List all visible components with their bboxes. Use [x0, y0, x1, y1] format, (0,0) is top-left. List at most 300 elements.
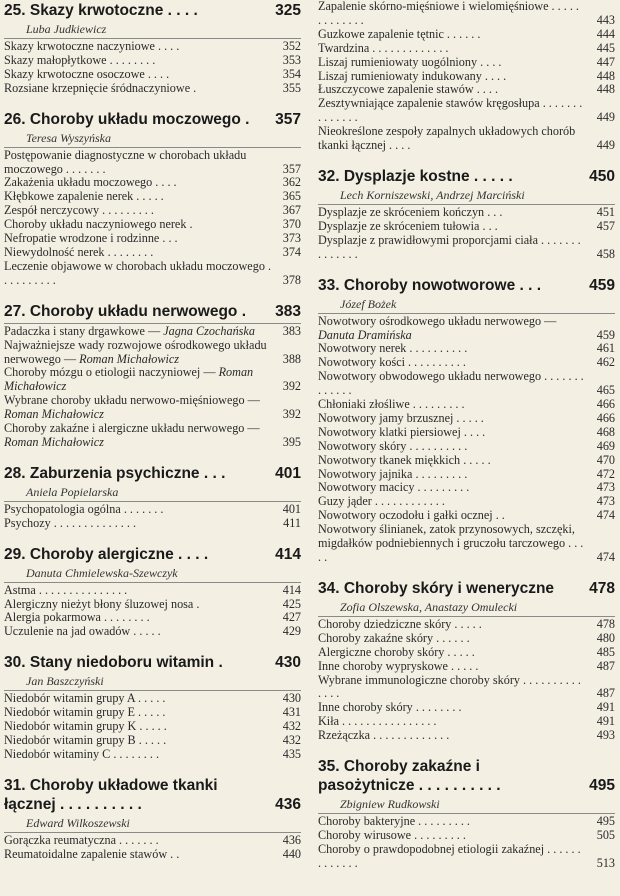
chapter-page-number: 495	[589, 777, 615, 795]
entry-page-number: 505	[596, 827, 615, 842]
toc-entry[interactable]	[4, 834, 301, 848]
toc-entry[interactable]	[318, 829, 615, 843]
entry-text: Zapalenie skórno-mięśniowe i wielomięśniowe . . . . . . . . . . . . .	[318, 0, 579, 27]
chapter-heading[interactable]	[318, 167, 615, 186]
toc-entry[interactable]	[4, 68, 301, 82]
entry-title	[4, 517, 275, 531]
toc-entry[interactable]	[318, 42, 615, 56]
toc-entry[interactable]	[4, 246, 301, 260]
entry-title	[318, 234, 589, 262]
entry-title	[318, 509, 589, 523]
entry-title	[4, 82, 275, 96]
entry-page-number: 466	[596, 410, 615, 425]
chapter-page-number: 357	[275, 110, 301, 128]
entry-text: Alergia pokarmowa . . . . . . . .	[4, 610, 150, 625]
entry-title	[318, 618, 589, 632]
entry-title	[318, 829, 589, 843]
entry-text: Skazy krwotoczne naczyniowe . . . .	[4, 39, 180, 53]
entry-title	[318, 674, 589, 702]
entry-text: Choroby mózgu o etiologii naczyniowej —	[4, 365, 219, 380]
toc-entry[interactable]	[4, 734, 301, 748]
entry-page-number: 354	[282, 66, 301, 81]
chapter-page-number: 401	[275, 464, 301, 482]
entry-title	[4, 190, 275, 204]
entry-title	[318, 715, 589, 729]
toc-entry[interactable]	[318, 701, 615, 715]
entry-page-number: 353	[282, 52, 301, 67]
entry-title	[4, 720, 275, 734]
chapter-heading[interactable]	[4, 1, 301, 20]
entry-text: Choroby o prawdopodobnej etiologii zakaźnej . . . . . . . . . . . . .	[318, 841, 581, 870]
chapter-heading[interactable]	[318, 276, 615, 295]
chapter-block	[318, 276, 615, 565]
entry-page-number: 478	[596, 616, 615, 631]
chapter-block	[4, 302, 301, 450]
entry-title	[4, 260, 275, 288]
entry-text: Nowotwory ośrodkowego układu nerwowego —	[318, 313, 557, 328]
chapter-title: 34. Choroby skóry i weneryczne	[318, 579, 555, 597]
entry-page-number: 432	[282, 719, 301, 734]
entry-title	[318, 28, 589, 42]
toc-entry[interactable]	[318, 398, 615, 412]
entry-title	[318, 356, 589, 370]
entry-text: Nowotwory skóry . . . . . . . . . .	[318, 438, 468, 453]
entry-author: Roman Michałowicz	[4, 434, 104, 449]
toc-entry[interactable]	[4, 204, 301, 218]
toc-entry[interactable]	[318, 97, 615, 125]
entry-text: Wybrane choroby układu nerwowo-mięśniowego —	[4, 393, 260, 408]
chapter-page-number: 459	[589, 276, 615, 294]
entry-title	[318, 412, 589, 426]
chapter-authors: Danuta Chmielewska-Szewczyk	[26, 565, 178, 580]
entry-page-number: 425	[282, 596, 301, 611]
toc-entry[interactable]	[318, 509, 615, 523]
entry-text: Padaczka i stany drgawkowe —	[4, 323, 164, 338]
continued-entries	[318, 0, 615, 153]
entry-title	[318, 660, 589, 674]
toc-entry[interactable]	[4, 503, 301, 517]
entry-title	[4, 706, 275, 720]
entry-text: Choroby zakaźne i alergiczne układu nerwowego —	[4, 421, 260, 436]
entry-page-number: 392	[282, 407, 301, 422]
entry-text: Nefropatie wrodzone i rodzinne . . .	[4, 231, 178, 246]
entry-title	[4, 611, 275, 625]
chapter-heading[interactable]	[4, 653, 301, 672]
entry-text: Nowotwory kości . . . . . . . . . .	[318, 355, 466, 370]
chapter-page-number: 325	[275, 2, 301, 19]
entry-text: Skazy krwotoczne osoczowe . . . .	[4, 66, 170, 81]
entry-text: Nowotwory jamy brzusznej . . . . .	[318, 410, 484, 425]
chapter-heading[interactable]	[318, 757, 615, 795]
entry-text: Nowotwory jajnika . . . . . . . . .	[318, 466, 468, 481]
chapter-authors: Jan Baszczyński	[26, 674, 104, 689]
entry-page-number: 473	[596, 494, 615, 509]
entry-title	[4, 149, 275, 177]
chapter-heading[interactable]	[4, 545, 301, 564]
toc-entry[interactable]	[318, 481, 615, 495]
chapter-title: 27. Choroby układu nerwowego .	[4, 302, 247, 320]
entry-page-number: 487	[596, 658, 615, 673]
toc-entry[interactable]	[318, 412, 615, 426]
entry-text: Alergiczny nieżyt błony śluzowej nosa .	[4, 596, 200, 611]
toc-entry[interactable]	[4, 584, 301, 598]
entry-title	[4, 748, 275, 762]
entry-text: Nowotwory tkanek miękkich . . . . .	[318, 452, 491, 467]
chapter-heading[interactable]	[4, 464, 301, 483]
entry-text: Dysplazje ze skróceniem tułowia . . .	[318, 218, 498, 233]
entry-page-number: 491	[596, 700, 615, 715]
entry-text: Inne choroby wypryskowe . . . . .	[318, 658, 479, 673]
entry-page-number: 444	[596, 26, 615, 41]
entry-text: Łuszczycowe zapalenie stawów . . . .	[318, 82, 499, 97]
toc-entry[interactable]	[318, 674, 615, 702]
entry-page-number: 435	[282, 746, 301, 761]
entry-text: Uczulenie na jad owadów . . . . .	[4, 624, 161, 639]
entry-title	[318, 220, 589, 234]
entry-title	[4, 422, 275, 450]
entry-page-number: 466	[596, 397, 615, 412]
chapter-title: 33. Choroby nowotworowe . . .	[318, 276, 542, 294]
toc-entry[interactable]	[4, 40, 301, 54]
toc-entry[interactable]	[4, 394, 301, 422]
entry-title	[4, 246, 275, 260]
toc-entry[interactable]	[4, 190, 301, 204]
toc-entry[interactable]	[4, 325, 301, 339]
entry-page-number: 469	[596, 438, 615, 453]
entry-author: Roman Michałowicz	[4, 365, 254, 394]
chapter-authors: Teresa Wyszyńska	[26, 130, 112, 145]
entry-text: Rzeżączka . . . . . . . . . . . . .	[318, 728, 450, 743]
entry-title	[318, 701, 589, 715]
chapter-block	[4, 464, 301, 531]
entry-text: Guzy jąder . . . . . . . . . . . .	[318, 494, 445, 509]
entry-page-number: 487	[596, 686, 615, 701]
chapter-authors: Aniela Popielarska	[26, 484, 119, 499]
toc-entry[interactable]	[318, 220, 615, 234]
chapter-page-number: 414	[275, 545, 301, 563]
toc-column-left	[4, 0, 301, 862]
toc-entry[interactable]	[318, 523, 615, 565]
toc-entry[interactable]	[318, 315, 615, 343]
chapter-heading[interactable]	[318, 579, 615, 598]
entry-page-number: 458	[596, 246, 615, 261]
entry-title	[318, 206, 589, 220]
toc-entry[interactable]	[4, 720, 301, 734]
entry-title	[318, 315, 589, 343]
entry-text: Zesztywniające zapalenie stawów kręgosłupa . . . . . . . . . . . . . .	[318, 96, 583, 125]
entry-title	[4, 692, 275, 706]
entry-title	[318, 342, 589, 356]
entry-title	[318, 454, 589, 468]
chapter-authors: Zbigniew Rudkowski	[340, 797, 440, 812]
entry-text: Nieokreślone zespoły zapalnych układowych chorób tkanki łącznej . . . .	[318, 124, 576, 153]
toc-entry[interactable]	[4, 706, 301, 720]
chapter-block	[318, 579, 615, 743]
entry-title	[4, 218, 275, 232]
entry-page-number: 513	[596, 855, 615, 870]
entry-title	[318, 440, 589, 454]
entry-title	[4, 176, 275, 190]
entry-text: Guzkowe zapalenie tętnic . . . . . .	[318, 26, 481, 41]
toc-entry[interactable]	[4, 218, 301, 232]
entry-text: Kłębkowe zapalenie nerek . . . . .	[4, 189, 164, 204]
chapter-heading[interactable]	[4, 110, 301, 129]
entry-page-number: 414	[282, 582, 301, 597]
entry-title	[318, 481, 589, 495]
toc-entry[interactable]	[4, 422, 301, 450]
entry-text: Liszaj rumieniowaty uogólniony . . . .	[318, 54, 502, 69]
entry-text: Choroby układu naczyniowego nerek .	[4, 217, 193, 232]
entry-title	[4, 848, 275, 862]
entry-page-number: 462	[596, 355, 615, 370]
chapter-block	[318, 757, 615, 871]
toc-entry[interactable]	[318, 28, 615, 42]
entry-page-number: 474	[596, 508, 615, 523]
entry-page-number: 447	[596, 54, 615, 69]
toc-entry[interactable]	[4, 232, 301, 246]
entry-page-number: 432	[282, 733, 301, 747]
toc-entry[interactable]	[318, 370, 615, 398]
entry-page-number: 448	[596, 82, 615, 97]
chapter-block	[4, 653, 301, 762]
entry-page-number: 472	[596, 466, 615, 481]
toc-entry[interactable]	[318, 70, 615, 84]
entry-page-number: 470	[596, 452, 615, 467]
entry-text: Astma . . . . . . . . . . . . . . .	[4, 582, 128, 597]
entry-text: Alergiczne choroby skóry . . . . .	[318, 644, 475, 659]
entry-title	[318, 646, 589, 660]
entry-page-number: 362	[282, 175, 301, 190]
entry-text: Najważniejsze wady rozwojowe ośrodkowego układu nerwowego —	[4, 337, 267, 366]
entry-page-number: 378	[282, 272, 301, 287]
chapter-heading[interactable]	[4, 776, 301, 814]
toc-entry[interactable]	[4, 366, 301, 394]
entry-title	[318, 56, 589, 70]
entry-title	[318, 42, 589, 56]
entry-text: Dysplazje z prawidłowymi proporcjami ciała . . . . . . . . . . . . . .	[318, 232, 581, 261]
entry-text: Wybrane immunologiczne choroby skóry . . . . . . . . . . . . . .	[318, 672, 581, 701]
entry-title	[318, 83, 589, 97]
toc-entry[interactable]	[318, 646, 615, 660]
entry-page-number: 480	[596, 630, 615, 645]
entry-page-number: 388	[282, 351, 301, 366]
entry-text: Nowotwory obwodowego układu nerwowego . . . . . . . . . . . . .	[318, 369, 584, 398]
toc-entry[interactable]	[318, 468, 615, 482]
entry-title	[318, 468, 589, 482]
toc-entry[interactable]	[318, 440, 615, 454]
toc-entry[interactable]	[318, 843, 615, 871]
toc-entry[interactable]	[318, 495, 615, 509]
toc-entry[interactable]	[318, 715, 615, 729]
chapter-authors: Lech Korniszewski, Andrzej Marciński	[340, 187, 525, 202]
entry-page-number: 401	[282, 501, 301, 516]
entry-page-number: 449	[596, 110, 615, 125]
toc-entry[interactable]	[4, 517, 301, 531]
entry-page-number: 436	[282, 832, 301, 847]
entry-page-number: 352	[282, 39, 301, 53]
entry-page-number: 474	[596, 550, 615, 564]
entry-text: Skazy małopłytkowe . . . . . . . .	[4, 52, 156, 67]
entry-text: Dysplazje ze skróceniem kończyn . . .	[318, 204, 503, 219]
entry-text: Nowotwory nerek . . . . . . . . . .	[318, 341, 468, 356]
entry-page-number: 451	[596, 204, 615, 219]
entry-title	[4, 325, 275, 339]
toc-entry[interactable]	[318, 125, 615, 153]
toc-entry[interactable]	[4, 692, 301, 706]
entry-page-number: 465	[596, 383, 615, 398]
entry-title	[4, 598, 275, 612]
chapter-page-number: 430	[275, 654, 301, 672]
chapter-authors: Luba Judkiewicz	[26, 22, 107, 36]
entry-text: Nowotwory macicy . . . . . . . . .	[318, 480, 470, 495]
toc-entry[interactable]	[4, 260, 301, 288]
toc-entry[interactable]	[4, 82, 301, 96]
entry-text: Choroby bakteryjne . . . . . . . . .	[318, 814, 470, 829]
toc-entry[interactable]	[318, 632, 615, 646]
entry-title	[4, 394, 275, 422]
entry-title	[4, 40, 275, 54]
entry-title	[4, 54, 275, 68]
chapter-page-number: 436	[275, 795, 301, 813]
entry-title	[4, 734, 275, 748]
entry-title	[4, 625, 275, 639]
entry-page-number: 355	[282, 80, 301, 95]
entry-page-number: 468	[596, 424, 615, 439]
entry-text: Psychozy . . . . . . . . . . . . . .	[4, 515, 137, 530]
entry-text: Postępowanie diagnostyczne w chorobach układu moczowego . . . . . . .	[4, 147, 247, 176]
chapter-title: 31. Choroby układowe tkanki łącznej . . . . . . . . . .	[4, 776, 218, 813]
entry-author: Jagna Czochańska	[163, 323, 255, 338]
chapter-title: 30. Stany niedoboru witamin .	[4, 654, 223, 672]
chapter-block	[318, 167, 615, 262]
entry-text: Psychopatologia ogólna . . . . . . .	[4, 501, 164, 516]
toc-entry[interactable]	[4, 611, 301, 625]
entry-title	[4, 834, 275, 848]
entry-page-number: 430	[282, 691, 301, 706]
toc-entry[interactable]	[318, 234, 615, 262]
chapter-page-number: 450	[589, 167, 615, 185]
entry-title	[318, 0, 589, 28]
toc-entry[interactable]	[4, 176, 301, 190]
entry-page-number: 461	[596, 341, 615, 356]
entry-page-number: 457	[596, 218, 615, 233]
toc-entry[interactable]	[4, 625, 301, 639]
entry-text: Leczenie objawowe w chorobach układu moczowego . . . . . . . . . .	[4, 258, 272, 287]
toc-entry[interactable]	[318, 454, 615, 468]
chapter-block	[4, 776, 301, 862]
entry-text: Choroby wirusowe . . . . . . . . .	[318, 827, 466, 842]
entry-text: Choroby dziedziczne skóry . . . . .	[318, 616, 482, 631]
toc-entry[interactable]	[318, 83, 615, 97]
entry-author: Roman Michałowicz	[79, 351, 179, 366]
toc-entry[interactable]	[318, 206, 615, 220]
entry-text: Choroby zakaźne skóry . . . . . .	[318, 630, 470, 645]
entry-page-number: 431	[282, 705, 301, 720]
toc-entry[interactable]	[4, 54, 301, 68]
entry-title	[318, 815, 589, 829]
chapter-authors: Józef Bożek	[340, 296, 397, 311]
toc-entry[interactable]	[318, 618, 615, 632]
entry-text: Twardzina . . . . . . . . . . . . .	[318, 40, 449, 55]
toc-entry[interactable]	[4, 848, 301, 862]
toc-entry[interactable]	[4, 339, 301, 367]
entry-text: Niedobór witamin grupy A . . . . .	[4, 691, 166, 706]
entry-title	[318, 426, 589, 440]
entry-text: Niedobór witamin grupy K . . . . .	[4, 719, 167, 734]
entry-text: Rozsiane krzepnięcie śródnaczyniowe .	[4, 80, 197, 95]
entry-text: Nowotwory oczodołu i gałki ocznej . .	[318, 508, 505, 523]
entry-title	[318, 729, 589, 743]
entry-text: Niedobór witamin grupy B . . . . .	[4, 733, 167, 747]
chapter-title: 25. Skazy krwotoczne . . . .	[4, 2, 198, 19]
toc-entry[interactable]	[318, 660, 615, 674]
entry-page-number: 367	[282, 203, 301, 218]
toc-entry[interactable]	[318, 729, 615, 743]
chapter-heading[interactable]	[4, 302, 301, 321]
entry-page-number: 392	[282, 379, 301, 394]
chapter-page-number: 478	[589, 579, 615, 597]
entry-page-number: 395	[282, 434, 301, 449]
chapter-title: 32. Dysplazje kostne . . . . .	[318, 167, 513, 185]
entry-page-number: 429	[282, 624, 301, 639]
chapter-block	[4, 110, 301, 288]
chapter-authors: Edward Wilkoszewski	[26, 815, 130, 830]
toc-entry[interactable]	[318, 356, 615, 370]
entry-text: Niedobór witamin grupy E . . . . .	[4, 705, 166, 720]
chapter-block	[4, 1, 301, 96]
entry-title	[4, 503, 275, 517]
entry-text: Chłoniaki złośliwe . . . . . . . . .	[318, 397, 465, 412]
toc-entry[interactable]	[318, 56, 615, 70]
entry-page-number: 440	[282, 846, 301, 861]
toc-entry[interactable]	[4, 598, 301, 612]
entry-title	[4, 584, 275, 598]
entry-page-number: 365	[282, 189, 301, 204]
entry-text: Nowotwory klatki piersiowej . . . .	[318, 424, 486, 439]
toc-entry[interactable]	[318, 815, 615, 829]
toc-entry[interactable]	[318, 0, 615, 28]
entry-title	[4, 68, 275, 82]
entry-page-number: 427	[282, 610, 301, 625]
toc-entry[interactable]	[318, 426, 615, 440]
entry-author: Roman Michałowicz	[4, 407, 104, 422]
entry-title	[318, 97, 589, 125]
entry-title	[318, 70, 589, 84]
entry-page-number: 449	[596, 138, 615, 153]
entry-text: Liszaj rumieniowaty indukowany . . . .	[318, 68, 507, 83]
toc-entry[interactable]	[4, 149, 301, 177]
entry-author: Danuta Dramińska	[318, 327, 412, 342]
chapter-page-number: 383	[275, 302, 301, 320]
entry-page-number: 473	[596, 480, 615, 495]
chapter-title: 29. Choroby alergiczne . . . .	[4, 545, 209, 563]
chapter-title: 26. Choroby układu moczowego .	[4, 110, 250, 128]
entry-text: Zakażenia układu moczowego . . . .	[4, 175, 177, 190]
entry-page-number: 443	[596, 12, 615, 27]
entry-page-number: 370	[282, 217, 301, 232]
toc-column-right	[318, 0, 615, 871]
entry-text: Kiła . . . . . . . . . . . . . . . .	[318, 714, 437, 729]
chapter-title: 28. Zaburzenia psychiczne . . .	[4, 464, 226, 482]
entry-title	[318, 125, 589, 153]
entry-title	[318, 370, 589, 398]
entry-title	[318, 632, 589, 646]
entry-page-number: 411	[283, 515, 301, 530]
entry-page-number: 383	[282, 323, 301, 338]
toc-entry[interactable]	[4, 748, 301, 762]
toc-entry[interactable]	[318, 342, 615, 356]
entry-title	[318, 495, 589, 509]
